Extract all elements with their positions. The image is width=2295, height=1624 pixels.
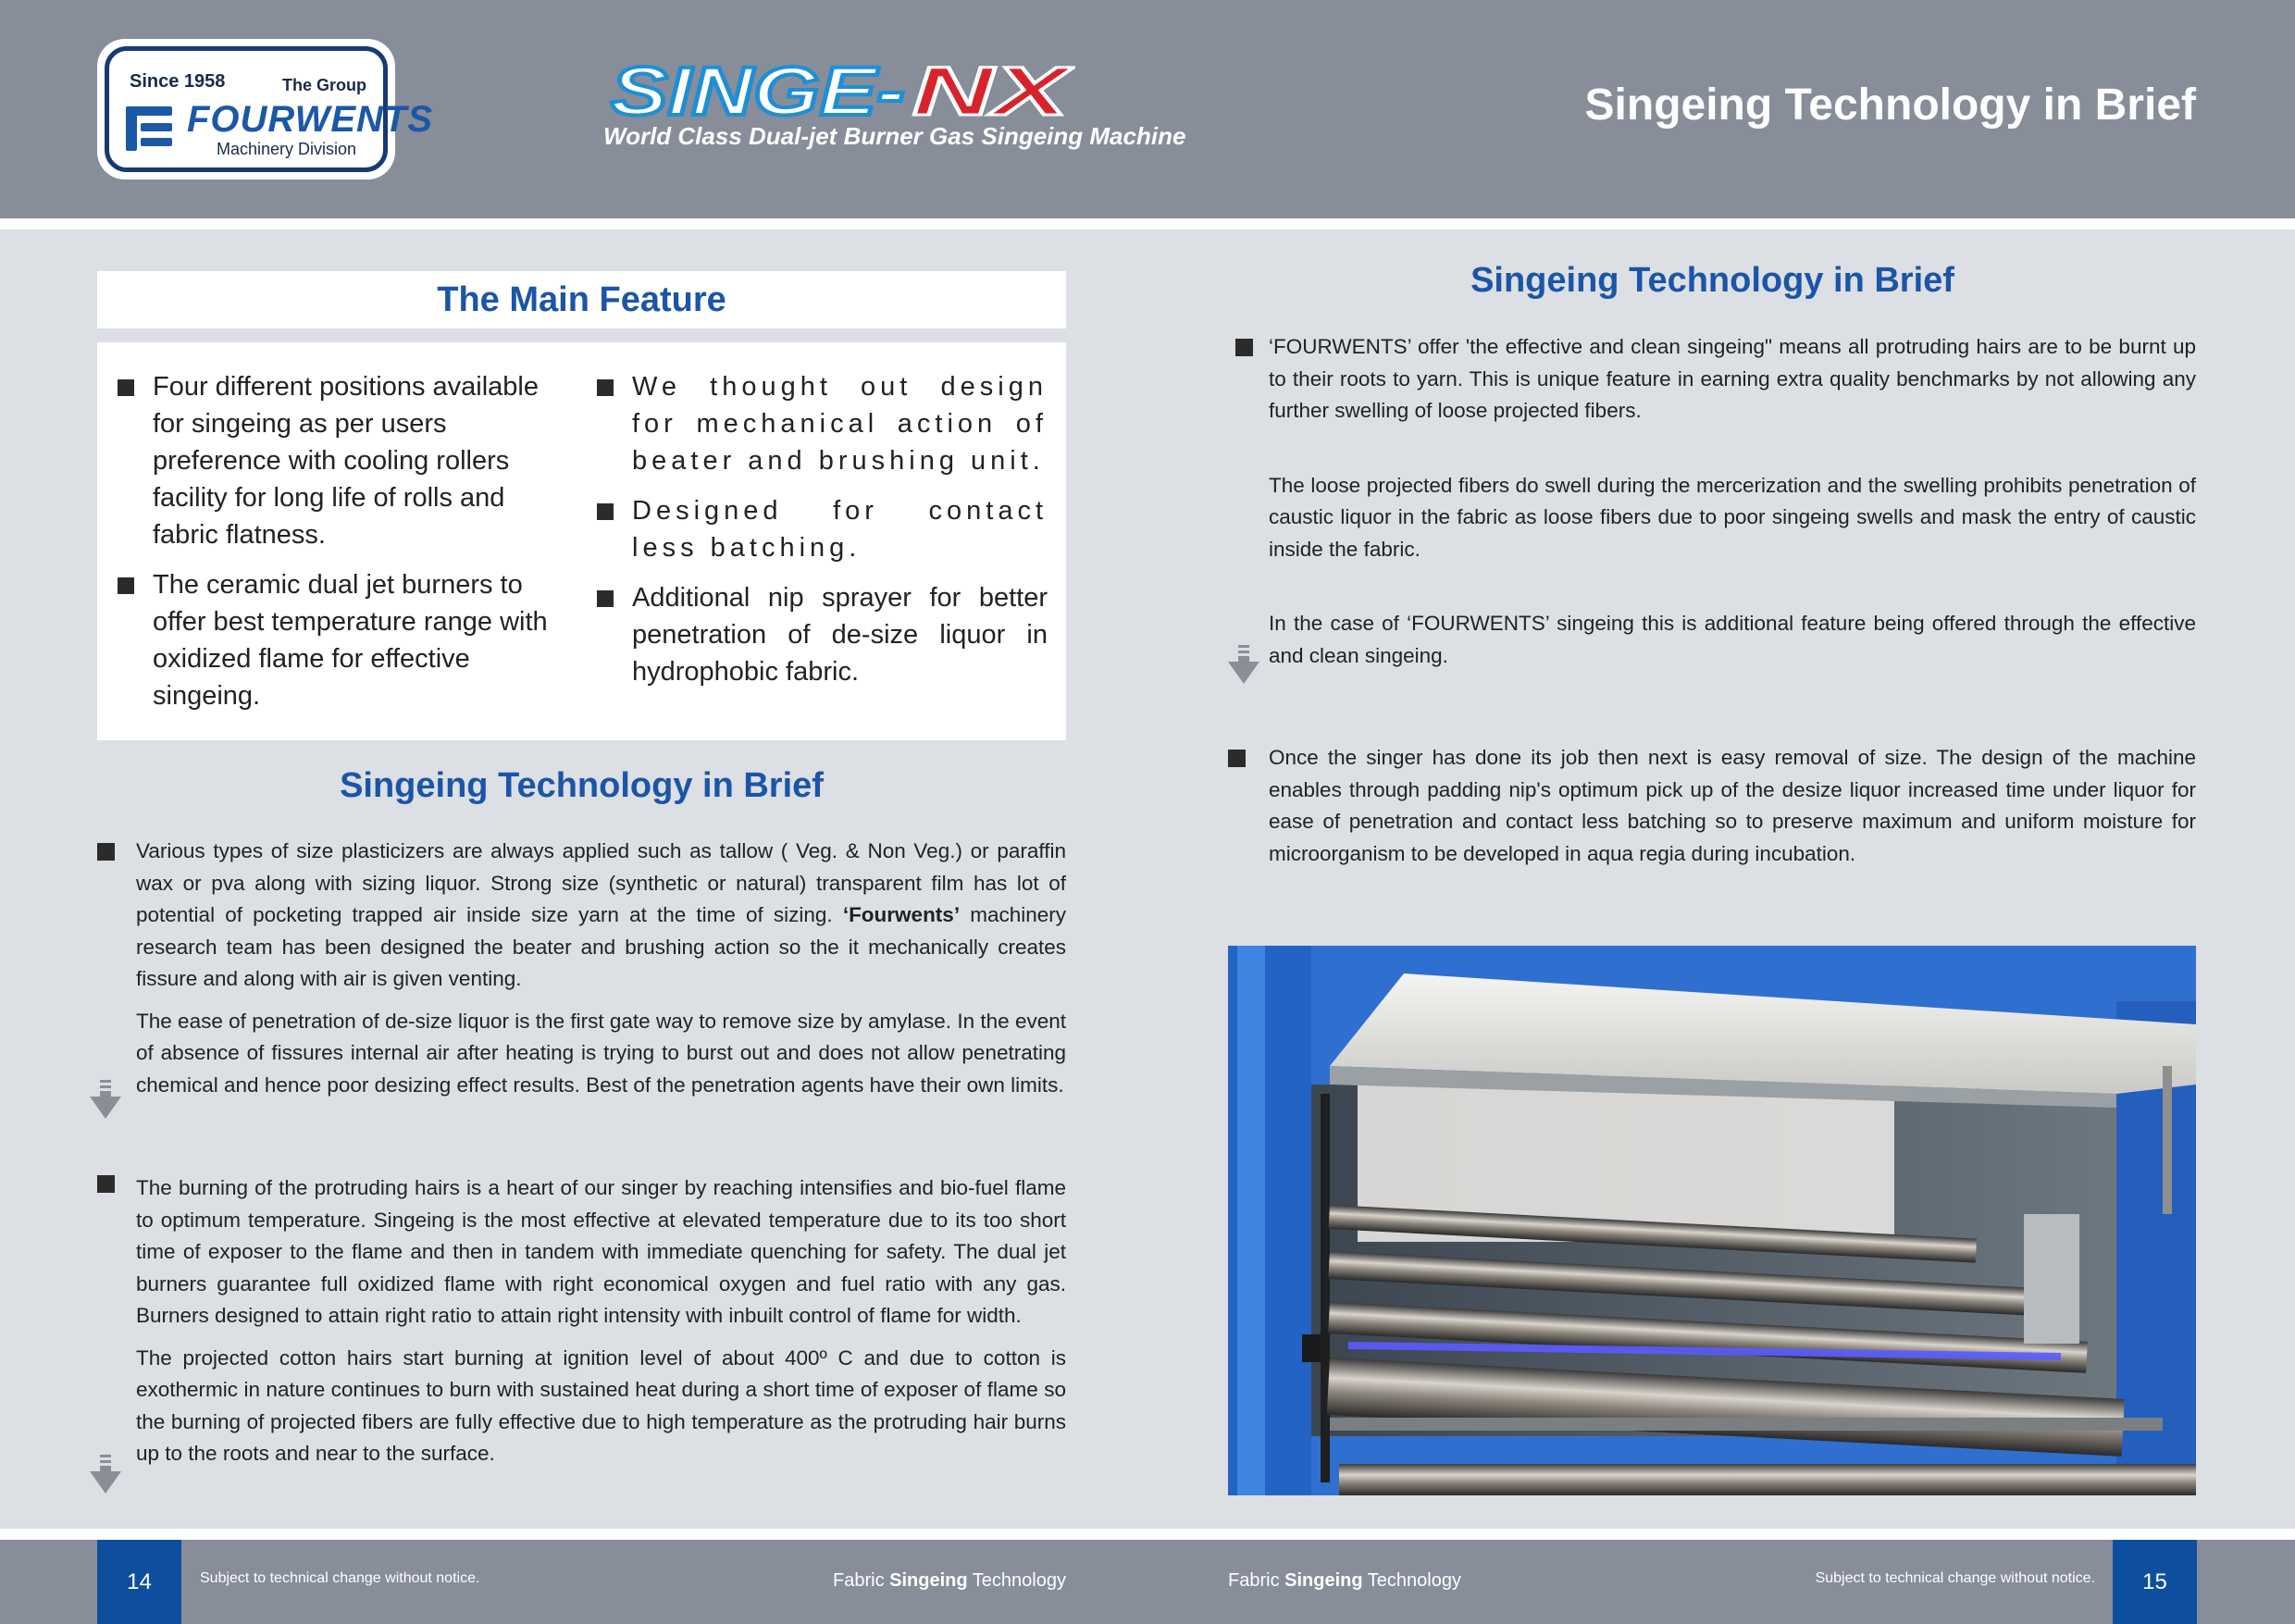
footer-label-left — [833, 1570, 1066, 1592]
feature-item — [597, 368, 1048, 479]
brand-logo — [603, 56, 1075, 126]
feature-text: Four different positions available for singeing as per users preference with cooling rollers facility for long life of rolls and fabric flatness. — [153, 372, 539, 550]
page-number-left: 14 — [97, 1540, 181, 1624]
square-bullet-icon — [597, 503, 614, 520]
square-bullet-icon — [97, 843, 115, 861]
brand-name-suffix: NX — [912, 56, 1075, 126]
left-section-title: Singeing Technology in Brief — [340, 766, 824, 805]
feature-text: Additional nip sprayer for better penetration of de-size liquor in hydrophobic fabric. — [632, 583, 1048, 687]
feature-column-left — [118, 368, 562, 727]
machine-illustration — [1228, 946, 2196, 1495]
right-text-block-2 — [1269, 742, 2196, 870]
feature-item — [118, 368, 562, 553]
footer-label-suffix: Technology — [1362, 1570, 1461, 1591]
feature-text: Designed for contact less batching. — [632, 496, 1048, 563]
logo-mark-icon — [126, 103, 178, 155]
logo-border — [105, 46, 434, 172]
square-bullet-icon — [597, 590, 614, 607]
main-feature-box — [97, 342, 1066, 740]
feature-item — [597, 579, 1048, 690]
paragraph: ‘FOURWENTS’ offer 'the effective and clean singeing" means all protruding hairs are to be burnt up to their roots to yarn. This is unique feature in earning extra quality benchmarks by not allowing any further swelling of loose projected fibers. — [1269, 335, 2196, 422]
brand-mention: ‘Fourwents’ — [842, 903, 961, 926]
square-bullet-icon — [118, 379, 134, 396]
paragraph: In the case of ‘FOURWENTS’ singeing this is additional feature being offered through the effective and clean singeing. — [1269, 612, 2196, 667]
footer-label-suffix: Technology — [967, 1570, 1066, 1591]
feature-text: The ceramic dual jet burners to offer best temperature range with oxidized flame for effective singeing. — [153, 570, 548, 711]
company-logo — [97, 39, 434, 180]
paragraph-text: machinery research team has been designed the beater and brushing action so the it mechanically creates fissure and along with air is given venting. — [136, 903, 1066, 990]
feature-item — [597, 492, 1048, 566]
left-text-block-2 — [136, 1172, 1066, 1470]
machine-photo — [1228, 946, 2196, 1495]
arrow-down-icon — [1228, 645, 1259, 686]
footer-label-prefix: Fabric — [833, 1570, 890, 1591]
main-feature-title-box — [97, 271, 1066, 329]
footer-label-bold: Singeing — [1284, 1570, 1363, 1591]
header-divider — [0, 218, 2295, 229]
paragraph: The projected cotton hairs start burning at ignition level of about 400º C and due to cotton is exothermic in nature continues to burn with sustained heat during a short time of exposer of flame so the burning of projected fibers are fully effective due to high temperature as the protruding hair burns up to the roots and near to the surface. — [136, 1345, 1066, 1465]
left-text-block-1 — [136, 836, 1066, 1101]
square-bullet-icon — [597, 379, 614, 396]
arrow-down-icon — [90, 1455, 121, 1495]
paragraph: Once the singer has done its job then next is easy removal of size. The design of the machine enables through padding nip's optimum pick up of the desize liquor increased time under liquor for ease of penetration and contact less batching so to preserve maximum and uniform moisture for microorganism to be developed in aqua regia during incubation. — [1269, 746, 2196, 865]
feature-text: We thought out design for mechanical action of beater and brushing unit. — [632, 372, 1048, 476]
paragraph: The burning of the protruding hairs is a heart of our singer by reaching intensifies and bio-fuel flame to optimum temperature. Singeing is the most effective at elevated temperature due to its too short time of exposer to the flame and then in tandem with immediate quenching for safety. The dual jet burners guarantee full oxidized flame with right economical oxygen and fuel ratio with any gas. Burners designed to attain right ratio to attain right intensity with inbuilt control of flame for width. — [136, 1176, 1066, 1327]
logo-company-name: FOURWENTS — [187, 99, 434, 140]
brand-name-main: SINGE- — [611, 56, 905, 126]
right-section-title: Singeing Technology in Brief — [1470, 261, 1954, 300]
feature-item — [118, 566, 562, 714]
footer-note-right: Subject to technical change without notice. — [1815, 1570, 2095, 1586]
square-bullet-icon — [1228, 750, 1246, 767]
logo-since-text: Since 1958 — [130, 71, 226, 92]
paragraph: The ease of penetration of de-size liquor is the first gate way to remove size by amylase. In the event of absence of fissures internal air after heating is trying to burst out and does not allow penetrating chemical and hence poor desizing effect results. Best of the penetration agents have their own limits. — [136, 1009, 1066, 1097]
paragraph — [136, 836, 1066, 996]
feature-column-right — [597, 368, 1048, 703]
right-text-block-1 — [1269, 331, 2196, 672]
footer-label-prefix: Fabric — [1228, 1570, 1285, 1591]
paragraph: The loose projected fibers do swell during the mercerization and the swelling prohibits penetration of caustic liquor in the fabric as loose fibers due to poor singeing swells and mask the entry of caustic inside the fabric. — [1269, 473, 2196, 561]
logo-division-text: Machinery Division — [217, 140, 357, 158]
footer-note-left: Subject to technical change without notice. — [200, 1570, 480, 1586]
page-number-right: 15 — [2113, 1540, 2197, 1624]
paragraph-text: Various types of size plasticizers are always applied such as tallow ( Veg. & Non Veg.) or paraffin wax or pva along with sizing liquor. Strong size (synthetic or natural) transparent film has lot of potential of pocketing trapped air inside size yarn at the time of sizing. — [136, 839, 1066, 926]
square-bullet-icon — [97, 1175, 115, 1193]
arrow-down-icon — [90, 1080, 121, 1121]
brand-tagline: World Class Dual-jet Burner Gas Singeing Machine — [603, 122, 1186, 150]
square-bullet-icon — [118, 577, 134, 594]
logo-group-text: The Group — [282, 76, 366, 94]
footer-label-right — [1228, 1570, 1461, 1592]
footer-label-bold: Singeing — [889, 1570, 968, 1591]
square-bullet-icon — [1235, 339, 1253, 356]
main-feature-title: The Main Feature — [437, 280, 726, 319]
footer-divider — [0, 1529, 2295, 1540]
page-title: Singeing Technology in Brief — [1584, 81, 2196, 130]
